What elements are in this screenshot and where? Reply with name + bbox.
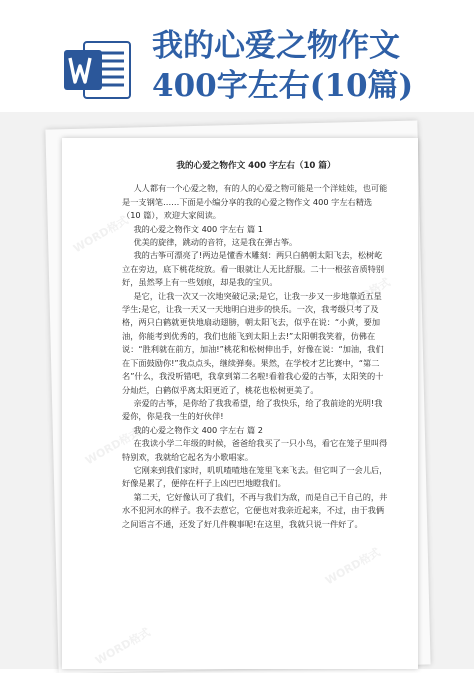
page-title-line-2: 400字左右(10篇): [152, 68, 414, 104]
paragraph: 第二天，它好像认可了我们，不再与我们为敌，而是自己干自己的，井水不犯河水的样子。我不去惹它，它便也对我亲近起来，不过，由于我俩之间语言不通，还发了好几件糗事呢!在这里，我就只说一件好了。: [122, 491, 388, 529]
word-document-icon: [62, 38, 134, 102]
document-body: [122, 160, 390, 531]
page-title-line-1: 我的心爱之物作文: [152, 28, 400, 64]
paragraph: 优美的旋律，跳动的音符，这是我在弹古筝。: [133, 237, 298, 248]
watermark: WORD格式: [93, 625, 153, 668]
paragraph: 亲爱的古筝，是你给了我我希望，给了我快乐，给了我前途的光明!我爱你，你是我一生的好伙伴!: [122, 397, 383, 422]
section-heading: 我的心爱之物作文 400 字左右 篇 2: [133, 424, 263, 435]
paragraph: 是它，让我一次又一次地突破记录;是它，让我一步又一步地靠近五星学生;是它，让我一天又一天地明白进步的快乐。一次，我考级只考了及格，两只白鹤就更快地扇动翅膀，朝太阳飞去，似乎在说：“小黄，要加油，你能考到优秀的，我们也能飞到太阳上去!”太阳朝我笑着，仿佛在说：“胜利就在前方，加油!”桃花和松树伸出手，好像在说：“加油，我们在下面鼓励你!”我点点头，继续弹奏。果然，在学校才艺比赛中，“第二名”什么，我没听错吧，我拿到第二名啦!看着我心爱的古筝，太阳笑的十分灿烂，白鹤似乎离太阳更近了，桃花也松树更美了。: [122, 290, 384, 395]
watermark: WORD格式: [83, 425, 143, 468]
watermark: WORD格式: [323, 545, 383, 588]
watermark: WORD格式: [333, 275, 393, 318]
watermark: WORD格式: [71, 213, 131, 256]
paragraph: 在我读小学二年级的时候，爸爸给我买了一只小鸟，看它在笼子里叫得特别欢，我就给它起名为小歌唱家。: [122, 438, 388, 462]
document-title: 我的心爱之物作文 400 字左右（10 篇）: [176, 161, 336, 171]
section-heading: 我的心爱之物作文 400 字左右 篇 1: [133, 223, 263, 234]
page-title: [152, 26, 468, 106]
paragraph: 人人都有一个心爱之物，有的人的心爱之物可能是一个洋娃娃，也可能是一支钢笔……下面是小编分享的我的心爱之物作文 400 字左右精选（10 篇），欢迎大家阅读。: [122, 183, 388, 221]
paragraph: 它刚来到我们家时，叽叽喳喳地在笼里飞来飞去。但它叫了一会儿后，好像是累了，便停在杆子上凶巴巴地瞪我们。: [122, 464, 388, 489]
header-banner: [0, 0, 474, 120]
paragraph: 我的古筝可漂亮了!两边是懂香木雕刻：两只白鹤朝太阳飞去，松树屹立在旁边，底下桃花绽放。看一眼就让人无比舒服。二十一根弦音质特别好，虽然琴上有一些划痕，却是我的宝贝。: [122, 250, 385, 288]
